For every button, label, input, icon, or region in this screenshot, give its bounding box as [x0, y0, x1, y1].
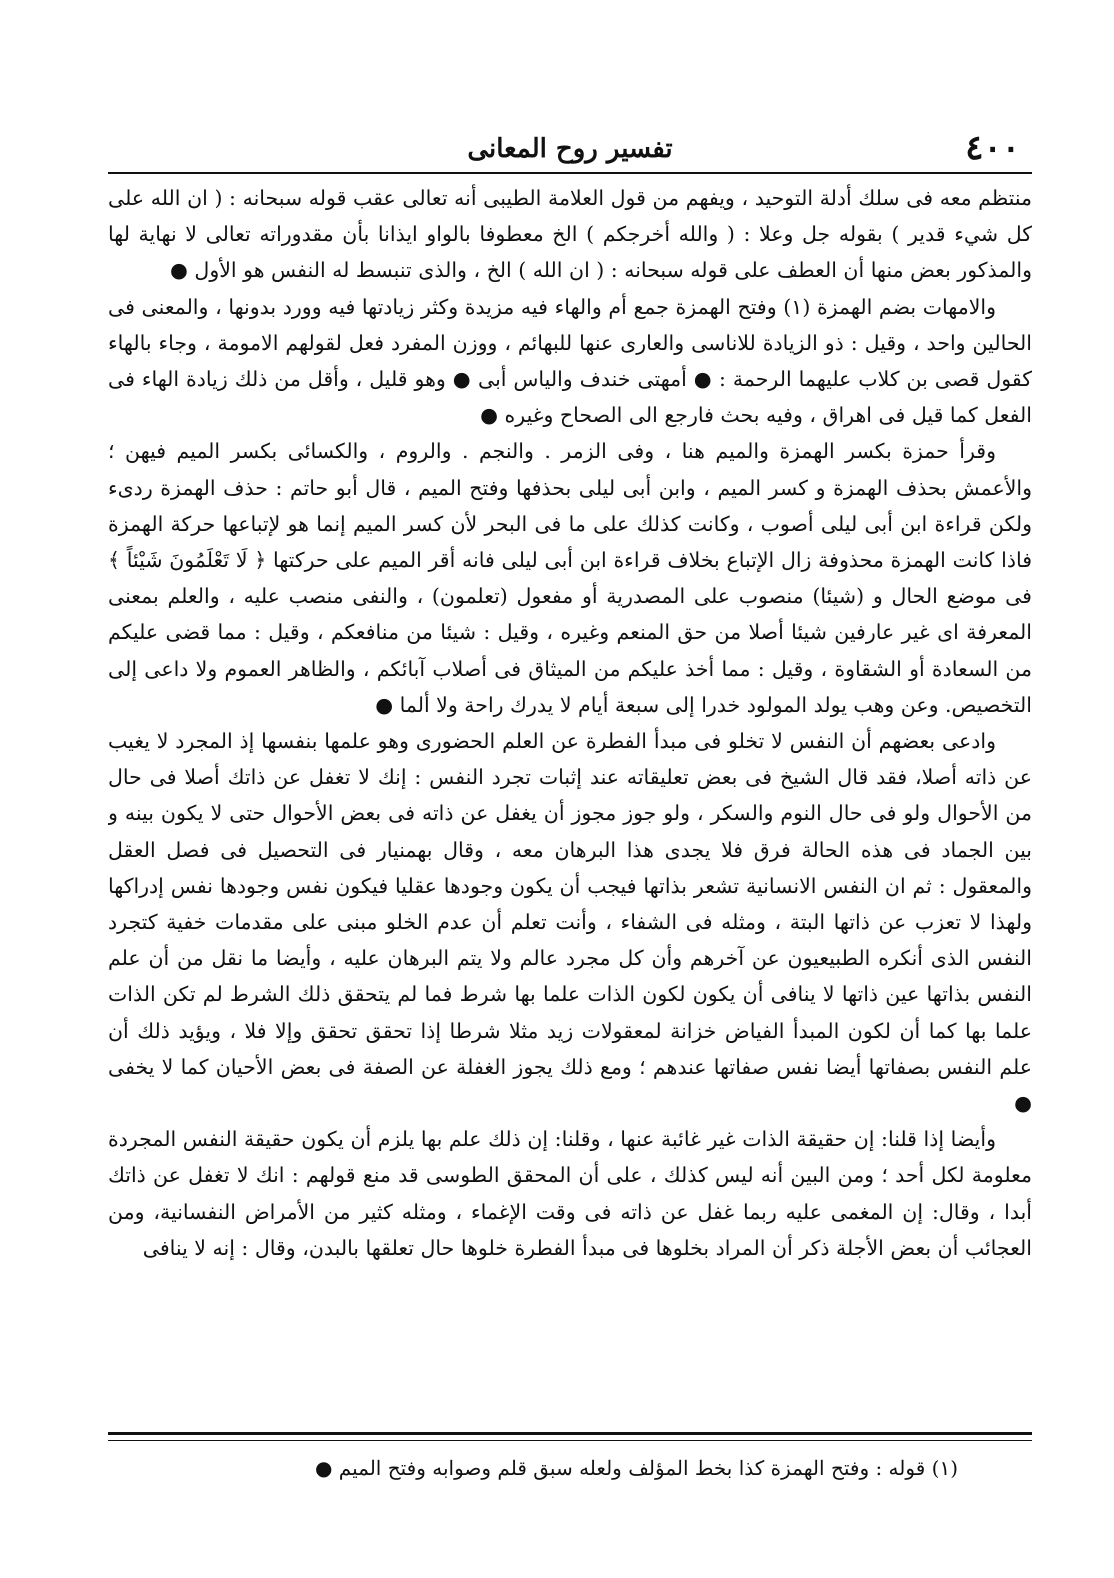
book-title: تفسير روح المعانى — [467, 134, 673, 164]
footnote-divider-thin — [108, 1440, 1032, 1441]
paragraph: والامهات بضم الهمزة (١) وفتح الهمزة جمع أم والهاء فيه مزيدة وكثر زيادتها فيه وورد بدونها ، والمعنى فى الحالين واحد ، وقيل : ذو الزيادة للاناسى والعارى عنها للبهائم ، ووزن المفرد فعل لقولهم الامومة ، وجاء بالهاء كقول قصى بن كلاب عليهما الرحمة : ● أمهتى خندف والياس أبى ● وهو قليل ، وأقل من ذلك زيادة الهاء فى الفعل كما قيل فى اهراق ، وفيه بحث فارجع الى الصحاح وغيره ● — [108, 294, 1032, 428]
page-header — [108, 128, 1032, 170]
paragraph: منتظم معه فى سلك أدلة التوحيد ، ويفهم من قول العلامة الطيبى أنه تعالى عقب قوله سبحانه : ( ان الله على كل شيء قدير ) بقوله جل وعلا : ( والله أخرجكم ) الخ معطوفا بالواو ايذانا بأن مقدوراته تعالى لا نهاية لها والمذكور بعض منها أن العطف على قوله سبحانه : ( ان الله ) الخ ، والذى تنبسط له النفس هو الأول ● — [108, 186, 1032, 283]
paragraph: وأيضا إذا قلنا: إن حقيقة الذات غير غائبة عنها ، وقلنا: إن ذلك علم بها يلزم أن يكون حقيقة النفس المجردة معلومة لكل أحد ؛ ومن البين أنه ليس كذلك ، على أن المحقق الطوسى قد منع قولهم : انك لا تغفل عن ذاتك أبدا ، وقال: إن المغمى عليه ربما غفل عن ذاته فى وقت الإغماء ، ومثله كثير من الأمراض النفسانية، ومن العجائب أن بعض الأجلة ذكر أن المراد بخلوها فى مبدأ الفطرة خلوها حال تعلقها بالبدن، وقال : إنه لا ينافى — [108, 1127, 1032, 1260]
paragraph: وادعى بعضهم أن النفس لا تخلو فى مبدأ الفطرة عن العلم الحضورى وهو علمها بنفسها إذ المجرد لا يغيب عن ذاته أصلا، فقد قال الشيخ فى بعض تعليقاته عند إثبات تجرد النفس : إنك لا تغفل عن ذاتك أصلا فى حال من الأحوال ولو فى حال النوم والسكر ، ولو جوز مجوز أن يغفل عن ذاته فى بعض الأحوال حتى لا يكون بينه و بين الجماد فى هذه الحالة فرق فلا يجدى هذا البرهان معه ، وقال بهمنيار فى التحصيل فى فصل العقل والمعقول : ثم ان النفس الانسانية تشعر بذاتها فيجب أن يكون وجودها عقليا فيكون نفس وجودها نفس إدراكها ولهذا لا تعزب عن ذاتها البتة ، ومثله فى الشفاء ، وأنت تعلم أن عدم الخلو مبنى على مقدمات خفية كتجرد النفس الذى أنكره الطبيعيون عن آخرهم وأن كل مجرد عالم ولا يتم البرهان عليه ، وأيضا ما نقل من أن علم النفس بذاتها عين ذاتها لا ينافى أن يكون لكون الذات علما بها شرط فما لم يتحقق ذلك الشرط لم تكن الذات علما بها كما أن لكون المبدأ الفياض خزانة لمعقولات زيد مثلا شرطا إذا تحقق تحقق وإلا فلا ، ويؤيد ذلك أن علم النفس بصفاتها أيضا نفس صفاتها عندهم ؛ ومع ذلك يجوز الغفلة عن الصفة فى بعض الأحيان كما لا يخفى ● — [108, 729, 1032, 1116]
main-text — [108, 180, 1032, 1420]
page-number: ٤٠٠ — [965, 128, 1020, 168]
header-divider — [108, 172, 1032, 174]
paragraph: وقرأ حمزة بكسر الهمزة والميم هنا ، وفى الزمر . والنجم . والروم ، والكسائى بكسر الميم فيهن ؛ والأعمش بحذف الهمزة و كسر الميم ، وابن أبى ليلى بحذفها وفتح الميم ، قال أبو حاتم : حذف الهمزة ردىء ولكن قراءة ابن أبى ليلى أصوب ، وكانت كذلك على ما فى البحر لأن كسر الميم إنما هو لإتباعها حركة الهمزة فاذا كانت الهمزة محذوفة زال الإتباع بخلاف قراءة ابن أبى ليلى فانه أقر الميم على حركتها ﴿ لَا تَعْلَمُونَ شَيْئاً ﴾ فى موضع الحال و (شيئا) منصوب على المصدرية أو مفعول (تعلمون) ، والنفى منصب عليه ، والعلم بمعنى المعرفة اى غير عارفين شيئا أصلا من حق المنعم وغيره ، وقيل : شيئا من منافعكم ، وقيل : مما قضى عليكم من السعادة أو الشقاوة ، وقيل : مما أخذ عليكم من الميثاق فى أصلاب آبائكم ، والظاهر العموم ولا داعى إلى التخصيص. وعن وهب يولد المولود خدرا إلى سبعة أيام لا يدرك راحة ولا ألما ● — [108, 439, 1032, 717]
footnote: (١) قوله : وفتح الهمزة كذا بخط المؤلف ولعله سبق قلم وصوابه وفتح الميم ● — [314, 1456, 958, 1480]
footnote-divider-thick — [108, 1432, 1032, 1435]
